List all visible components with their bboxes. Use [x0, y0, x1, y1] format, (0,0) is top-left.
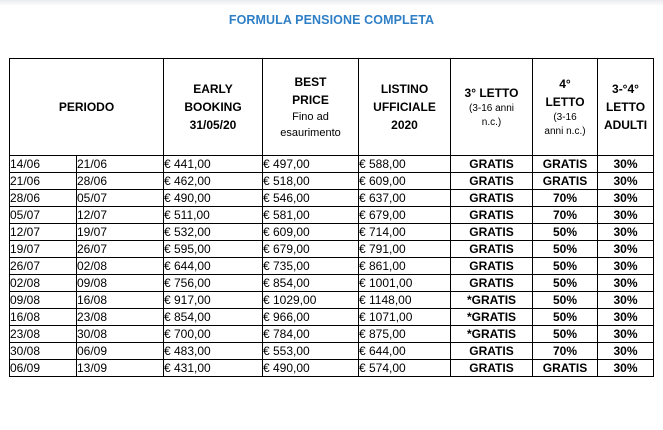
listino-price: € 875,00 [359, 326, 451, 343]
early-booking-price: € 441,00 [164, 156, 263, 173]
header-row [10, 59, 654, 156]
table-row [10, 173, 654, 190]
third-bed-discount: GRATIS [451, 156, 533, 173]
adults-bed-discount: 30% [598, 360, 654, 377]
third-bed-discount: GRATIS [451, 275, 533, 292]
listino-price: € 1071,00 [359, 309, 451, 326]
header-best-price: BEST PRICE Fino ad esaurimento [263, 59, 359, 156]
best-price: € 966,00 [263, 309, 359, 326]
period-start: 09/08 [10, 292, 77, 309]
price-table [9, 58, 654, 377]
adults-bed-discount: 30% [598, 190, 654, 207]
fourth-bed-discount: 50% [533, 241, 598, 258]
listino-price: € 574,00 [359, 360, 451, 377]
adults-bed-discount: 30% [598, 292, 654, 309]
period-start: 14/06 [10, 156, 77, 173]
third-bed-discount: GRATIS [451, 241, 533, 258]
best-price: € 784,00 [263, 326, 359, 343]
top-bar [0, 0, 663, 6]
period-end: 13/09 [77, 360, 164, 377]
listino-price: € 644,00 [359, 343, 451, 360]
early-booking-price: € 483,00 [164, 343, 263, 360]
period-end: 23/08 [77, 309, 164, 326]
period-start: 06/09 [10, 360, 77, 377]
listino-price: € 637,00 [359, 190, 451, 207]
listino-price: € 588,00 [359, 156, 451, 173]
early-booking-price: € 854,00 [164, 309, 263, 326]
period-start: 19/07 [10, 241, 77, 258]
fourth-bed-discount: 50% [533, 258, 598, 275]
fourth-bed-discount: GRATIS [533, 156, 598, 173]
table-row [10, 343, 654, 360]
adults-bed-discount: 30% [598, 275, 654, 292]
period-end: 28/06 [77, 173, 164, 190]
adults-bed-discount: 30% [598, 326, 654, 343]
period-start: 28/06 [10, 190, 77, 207]
adults-bed-discount: 30% [598, 173, 654, 190]
adults-bed-discount: 30% [598, 207, 654, 224]
adults-bed-discount: 30% [598, 258, 654, 275]
table-row [10, 326, 654, 343]
best-price: € 854,00 [263, 275, 359, 292]
header-adults-bed: 3-°4° LETTO ADULTI [598, 59, 654, 156]
price-table-body [10, 156, 654, 377]
best-price: € 497,00 [263, 156, 359, 173]
early-booking-price: € 595,00 [164, 241, 263, 258]
table-row [10, 309, 654, 326]
best-price: € 735,00 [263, 258, 359, 275]
best-price: € 679,00 [263, 241, 359, 258]
listino-price: € 714,00 [359, 224, 451, 241]
period-start: 16/08 [10, 309, 77, 326]
table-row [10, 190, 654, 207]
fourth-bed-discount: 50% [533, 292, 598, 309]
table-row [10, 275, 654, 292]
table-row [10, 207, 654, 224]
period-start: 02/08 [10, 275, 77, 292]
period-start: 12/07 [10, 224, 77, 241]
period-end: 26/07 [77, 241, 164, 258]
period-start: 21/06 [10, 173, 77, 190]
period-end: 30/08 [77, 326, 164, 343]
fourth-bed-discount: 50% [533, 224, 598, 241]
best-price: € 553,00 [263, 343, 359, 360]
best-price: € 581,00 [263, 207, 359, 224]
period-end: 21/06 [77, 156, 164, 173]
adults-bed-discount: 30% [598, 343, 654, 360]
fourth-bed-discount: 50% [533, 309, 598, 326]
period-end: 02/08 [77, 258, 164, 275]
period-start: 26/07 [10, 258, 77, 275]
third-bed-discount: GRATIS [451, 224, 533, 241]
fourth-bed-discount: 70% [533, 343, 598, 360]
listino-price: € 679,00 [359, 207, 451, 224]
best-price: € 490,00 [263, 360, 359, 377]
third-bed-discount: *GRATIS [451, 292, 533, 309]
table-row [10, 292, 654, 309]
third-bed-discount: GRATIS [451, 258, 533, 275]
early-booking-price: € 511,00 [164, 207, 263, 224]
adults-bed-discount: 30% [598, 224, 654, 241]
table-row [10, 258, 654, 275]
adults-bed-discount: 30% [598, 156, 654, 173]
third-bed-discount: GRATIS [451, 207, 533, 224]
best-price: € 518,00 [263, 173, 359, 190]
third-bed-discount: *GRATIS [451, 326, 533, 343]
best-price: € 546,00 [263, 190, 359, 207]
best-price: € 609,00 [263, 224, 359, 241]
period-end: 06/09 [77, 343, 164, 360]
table-row [10, 241, 654, 258]
early-booking-price: € 490,00 [164, 190, 263, 207]
period-start: 30/08 [10, 343, 77, 360]
fourth-bed-discount: 70% [533, 190, 598, 207]
period-start: 23/08 [10, 326, 77, 343]
table-row [10, 156, 654, 173]
table-row [10, 360, 654, 377]
period-end: 16/08 [77, 292, 164, 309]
third-bed-discount: *GRATIS [451, 309, 533, 326]
fourth-bed-discount: 70% [533, 207, 598, 224]
early-booking-price: € 462,00 [164, 173, 263, 190]
fourth-bed-discount: 50% [533, 326, 598, 343]
early-booking-price: € 532,00 [164, 224, 263, 241]
third-bed-discount: GRATIS [451, 173, 533, 190]
header-early-booking: EARLY BOOKING 31/05/20 [164, 59, 263, 156]
adults-bed-discount: 30% [598, 241, 654, 258]
period-end: 05/07 [77, 190, 164, 207]
third-bed-discount: GRATIS [451, 190, 533, 207]
early-booking-price: € 431,00 [164, 360, 263, 377]
fourth-bed-discount: GRATIS [533, 360, 598, 377]
third-bed-discount: GRATIS [451, 343, 533, 360]
page-title: FORMULA PENSIONE COMPLETA [228, 13, 435, 27]
listino-price: € 791,00 [359, 241, 451, 258]
header-third-bed: 3° LETTO (3-16 anni n.c.) [451, 59, 533, 156]
listino-price: € 861,00 [359, 258, 451, 275]
header-listino: LISTINO UFFICIALE 2020 [359, 59, 451, 156]
early-booking-price: € 700,00 [164, 326, 263, 343]
fourth-bed-discount: 50% [533, 275, 598, 292]
period-end: 19/07 [77, 224, 164, 241]
listino-price: € 609,00 [359, 173, 451, 190]
listino-price: € 1148,00 [359, 292, 451, 309]
early-booking-price: € 756,00 [164, 275, 263, 292]
header-fourth-bed: 4° LETTO (3-16 anni n.c.) [533, 59, 598, 156]
adults-bed-discount: 30% [598, 309, 654, 326]
early-booking-price: € 644,00 [164, 258, 263, 275]
listino-price: € 1001,00 [359, 275, 451, 292]
header-periodo: PERIODO [10, 59, 164, 156]
period-end: 12/07 [77, 207, 164, 224]
fourth-bed-discount: GRATIS [533, 173, 598, 190]
third-bed-discount: GRATIS [451, 360, 533, 377]
period-start: 05/07 [10, 207, 77, 224]
period-end: 09/08 [77, 275, 164, 292]
table-row [10, 224, 654, 241]
best-price: € 1029,00 [263, 292, 359, 309]
early-booking-price: € 917,00 [164, 292, 263, 309]
